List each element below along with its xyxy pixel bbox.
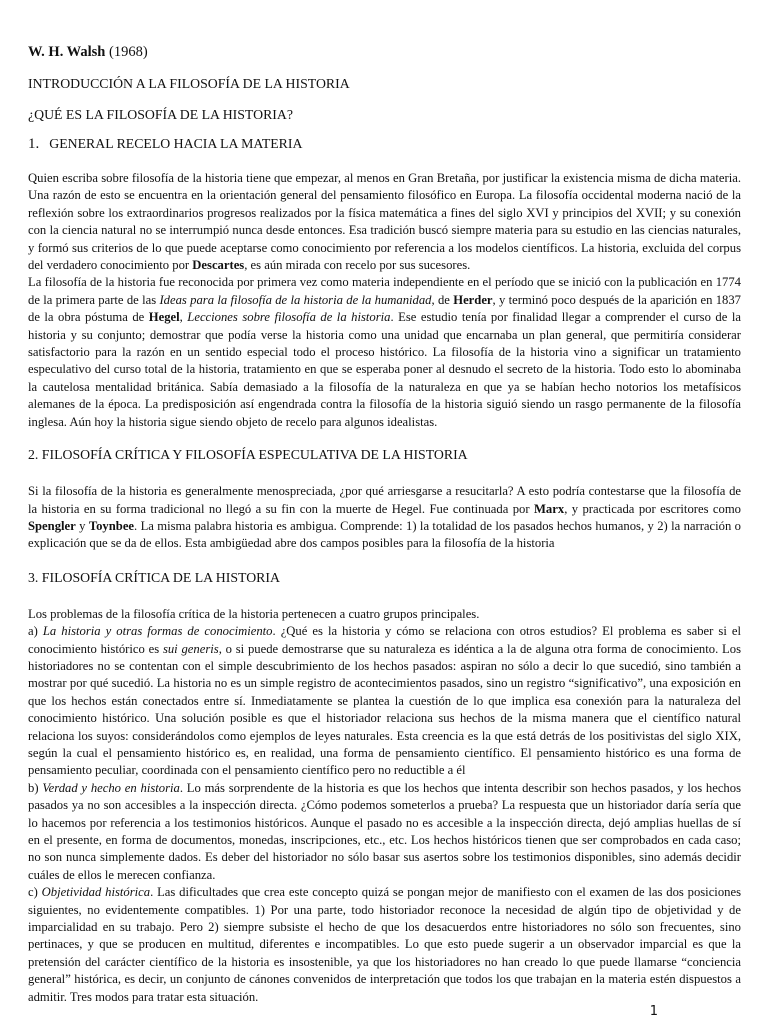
section-3-intro: Los problemas de la filosofía crítica de la historia pertenecen a cuatro grupos principales.	[28, 606, 480, 621]
document-question: ¿QUÉ ES LA FILOSOFÍA DE LA HISTORIA?	[28, 107, 293, 122]
section-3-item-c: c) Objetividad histórica. Las dificultades que crea este concepto quizá se pongan mejor de manifiesto con el examen de las dos posiciones siguientes, no evidentemente compatibles. 1) Por una parte, todo historiador reconoce la necesidad de algún tipo de objetividad y de imparcialidad en su trabajo. Pero 2) siempre subsiste el hecho de que los desacuerdos entre historiadores no sólo son frecuentes, sino pertinaces, y que se producen en multitud, diferentes e incompatibles. Lo que esto puede sugerir a un observador imparcial es que la pretensión del carácter científico de la historia es insostenible, ya que los historiadores no han creado lo que puede llamarse “conciencia general” histórica, es decir, un conjunto de cánones convenidos de interpretación que todos los que trabajan en la materia estén dispuestos a admitir. Tres modos para tratar esta situación.	[28, 885, 741, 1004]
author-line	[28, 44, 741, 61]
section-3-item-a: a) La historia y otras formas de conocimiento. ¿Qué es la historia y cómo se relaciona con otros estudios? El problema es saber si el conocimiento histórico es sui generis, o si puede demostrarse que su naturaleza es idéntica a la de alguna otra forma de conocimiento. Los historiadores no se contentan con el simple descubrimiento de los hechos pasados: aspiran no sólo a decir lo que sucedió, sino también a mostrar por qué sucedió. La historia no es un simple registro de acontecimientos pasados, sino un registro “significativo”, una exposición en que los hechos están conectados entre sí. Inmediatamente se plantea la cuestión de lo que implica esa conexión para la naturaleza del conocimiento histórico. Una solución posible es que el historiador relaciona sus hechos de la misma manera que el científico natural relaciona los suyos: considerándolos como ejemplos de leyes naturales. Esta creencia es la que está detrás de los positivistas del siglo XIX, según la cual el pensamiento histórico es, en realidad, una forma de pensamiento científico. El pensamiento histórico es una forma de pensamiento peculiar, coordinada con el pensamiento científico pero no reductible a él	[28, 624, 742, 778]
page-number: 1	[649, 1004, 658, 1019]
section-3-body	[28, 606, 741, 1006]
section-1-heading	[28, 136, 741, 153]
section-1-paragraph-1: Quien escriba sobre filosofía de la historia tiene que empezar, al menos en Gran Bretaña, por justificar la existencia misma de dicha materia. Una razón de esto se encuentra en la orientación general del pensamiento filosófico en Europa. La filosofía occidental moderna nació de la reflexión sobre los extraordinarios progresos realizados por la física matemática a fines del siglo XVI y principios del XVII; y su conexión con la ciencia natural no se interrumpió nunca desde entonces. Esa tradición buscó siempre materia para su estudio en las ciencias naturales, y formó sus criterios de lo que puede aceptarse como conocimiento por referencia a los modelos científicos. La historia, excluida del corpus del verdadero conocimiento por Descartes, es aún mirada con recelo por sus sucesores.	[28, 171, 741, 273]
section-1-title: GENERAL RECELO HACIA LA MATERIA	[49, 136, 303, 151]
document-page	[28, 44, 741, 1022]
author-year: (1968)	[109, 44, 148, 60]
author-name: W. H. Walsh	[28, 44, 106, 60]
section-1-paragraph-2: La filosofía de la historia fue reconocida por primera vez como materia independiente en el período que se inició con la publicación en 1774 de la primera parte de las Ideas para la filosofía de la historia de la humanidad, de Herder, y terminó poco después de la aparición en 1837 de la obra póstuma de Hegel, Lecciones sobre filosofía de la historia. Ese estudio tenía por finalidad llegar a comprender el curso de la historia y su conjunto; demostrar que podía verse la historia como una unidad que encarnaba un plan general, que permitiría considerar satisfactorio para la razón en un sentido especial todo el proceso histórico. La filosofía de la historia vino a significar un tratamiento especulativo del curso total de la historia, tratamiento en que se esperaba poner al desnudo el secreto de la historia. Todo esto lo abominaba la cautelosa mentalidad británica. Sabía demasiado a la filosofía de la naturaleza en que ya se habían hecho notorios los metafísicos alemanes de la época. La predisposición así engendrada contra la filosofía de la historia siguió siendo un rasgo permanente de la filosofía inglesa. Aún hoy la historia sigue siendo objeto de recelo para algunos idealistas.	[28, 275, 742, 429]
section-2-heading: 2. FILOSOFÍA CRÍTICA Y FILOSOFÍA ESPECULATIVA DE LA HISTORIA	[28, 447, 468, 463]
document-title: INTRODUCCIÓN A LA FILOSOFÍA DE LA HISTORIA	[28, 76, 350, 91]
section-2-paragraph: Si la filosofía de la historia es generalmente menospreciada, ¿por qué arriesgarse a resucitarla? A esto podría contestarse que la filosofía de la historia en su forma tradicional no llegó a su fin con la muerte de Hegel. Fue continuada por Marx, y practicada por escritores como Spengler y Toynbee. La misma palabra historia es ambigua. Comprende: 1) la totalidad de los pasados hechos humanos, y 2) la narración o explicación que se da de ellos. Esta ambigüedad abre dos campos posibles para la filosofía de la historia	[28, 484, 741, 551]
section-1-body	[28, 170, 741, 431]
section-3-item-b: b) Verdad y hecho en historia. Lo más sorprendente de la historia es que los hechos que intenta describir son hechos pasados, y los hechos pasados ya no son accesibles a la inspección directa. ¿Cómo podemos someterlos a prueba? La respuesta que un historiador daría sería que lo hacemos por referencia a los testimonios históricos. Aunque el pasado no es accesible a la inspección directa, dejó amplias huellas de sí en el presente, en forma de documentos, monedas, inscripciones, etc., etc. Los hechos históricos tienen que ser comprobados en cada caso; no son nunca simplemente dados. Es deber del historiador no sólo basar sus asertos sobre los testimonios disponibles, sino además decidir cuáles de ellos le merecen confianza.	[28, 780, 741, 882]
section-3-heading: 3. FILOSOFÍA CRÍTICA DE LA HISTORIA	[28, 569, 280, 585]
section-1-number: 1.	[28, 136, 40, 152]
section-2-body	[28, 483, 741, 553]
